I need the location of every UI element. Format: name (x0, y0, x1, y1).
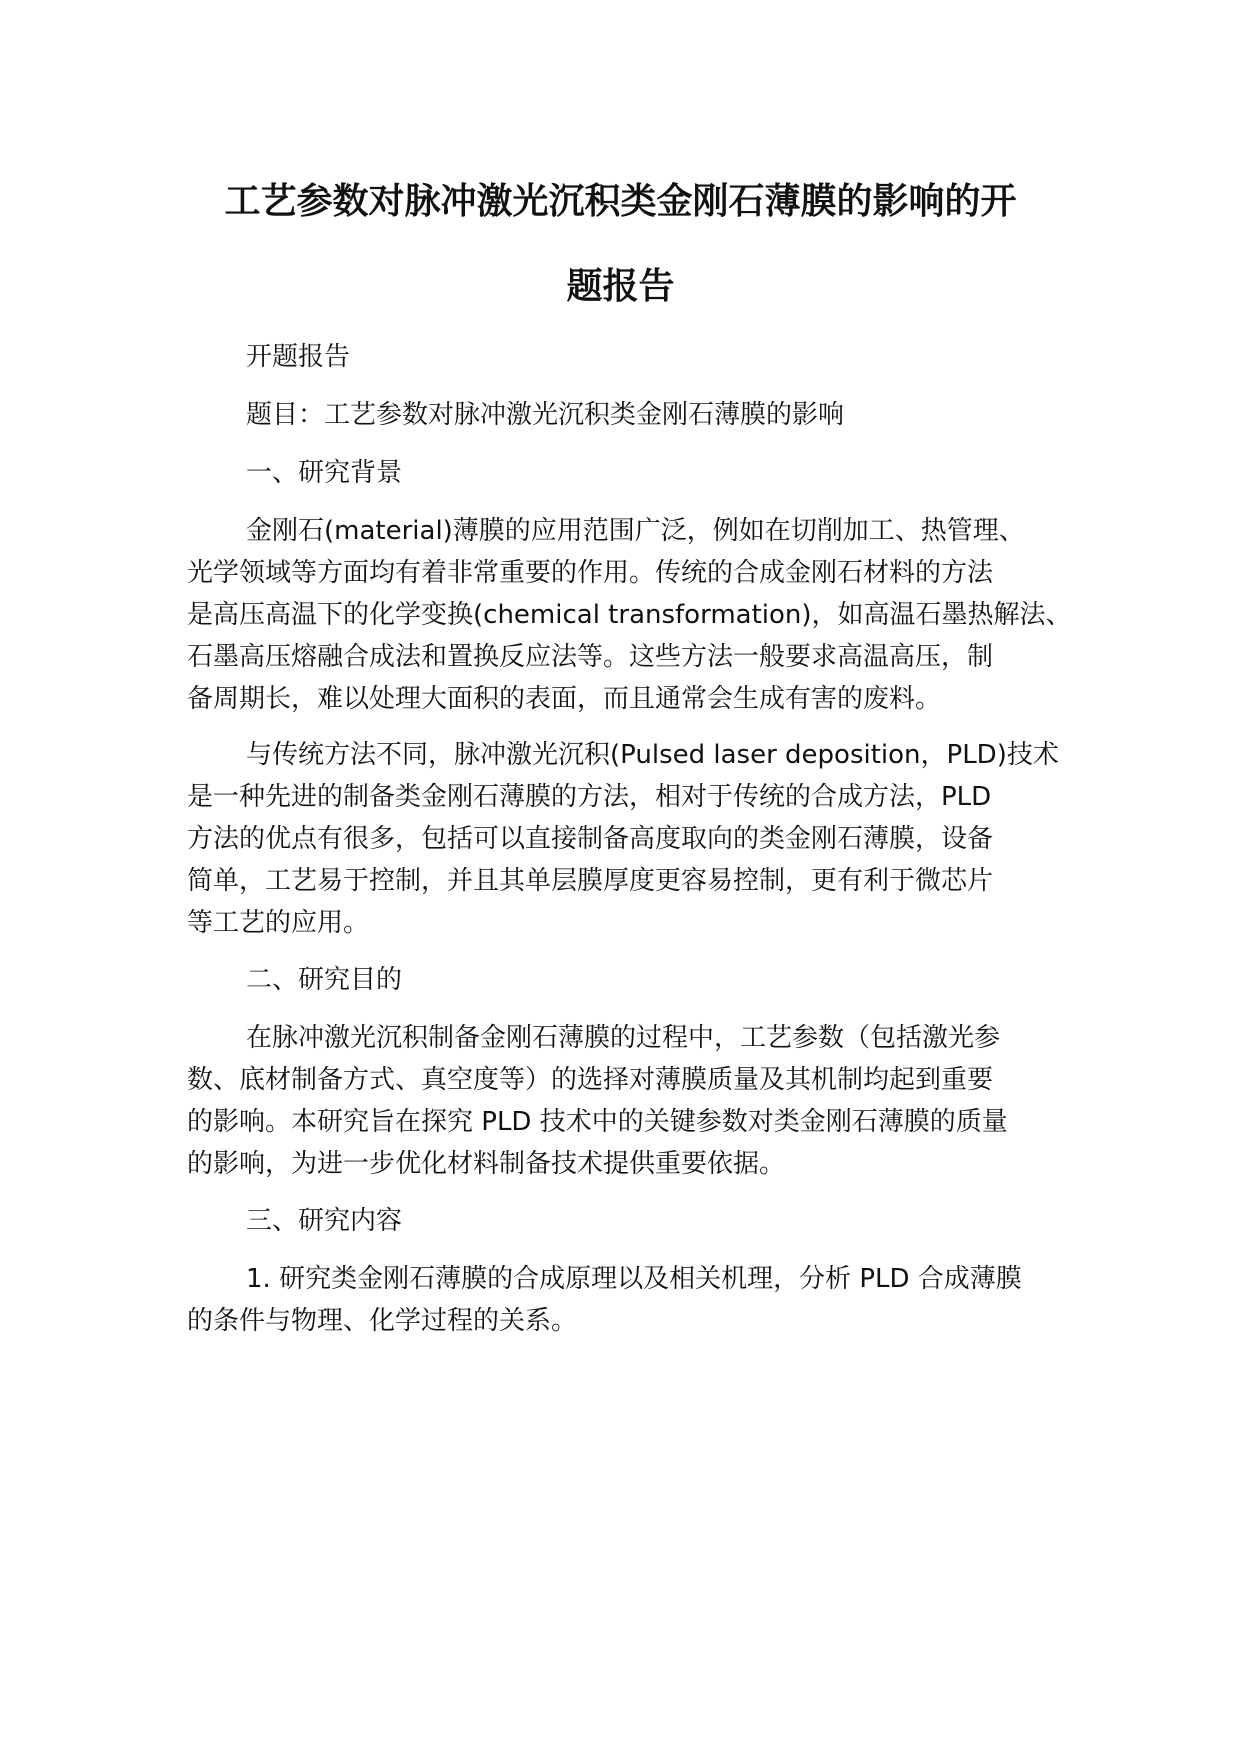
section-heading-purpose: 二、研究目的 (246, 965, 403, 995)
purpose-para-line: 数、底材制备方式、真空度等）的选择对薄膜质量及其机制均起到重要 (187, 1065, 994, 1095)
background-para1-line: 备周期长，难以处理大面积的表面，而且通常会生成有害的废料。 (187, 684, 942, 714)
section-heading-content: 三、研究内容 (246, 1206, 403, 1236)
report-label: 开题报告 (246, 342, 351, 372)
background-para2-line: 与传统方法不同，脉冲激光沉积(Pulsed laser deposition，PLD)技术 (246, 740, 1059, 770)
background-para1-line: 金刚石(material)薄膜的应用范围广泛，例如在切削加工、热管理、 (246, 516, 1025, 546)
background-para1-line: 光学领域等方面均有着非常重要的作用。传统的合成金刚石材料的方法 (187, 558, 994, 588)
background-para1-line: 石墨高压熔融合成法和置换反应法等。这些方法一般要求高温高压，制 (187, 642, 994, 672)
content-item1-line: 的条件与物理、化学过程的关系。 (187, 1306, 578, 1336)
section-heading-background: 一、研究背景 (246, 458, 403, 488)
purpose-para-line: 的影响，为进一步优化材料制备技术提供重要依据。 (187, 1149, 786, 1179)
background-para2-line: 等工艺的应用。 (187, 908, 370, 938)
purpose-para-line: 在脉冲激光沉积制备金刚石薄膜的过程中，工艺参数（包括激光参 (246, 1023, 1001, 1053)
background-para1-line: 是高压高温下的化学变换(chemical transformation)，如高温石墨热解法、 (187, 600, 1072, 630)
background-para2-line: 方法的优点有很多，包括可以直接制备高度取向的类金刚石薄膜，设备 (187, 824, 994, 854)
background-para2-line: 简单，工艺易于控制，并且其单层膜厚度更容易控制，更有利于微芯片 (187, 866, 994, 896)
background-para2-line: 是一种先进的制备类金刚石薄膜的方法，相对于传统的合成方法，PLD (187, 782, 992, 812)
report-topic: 题目：工艺参数对脉冲激光沉积类金刚石薄膜的影响 (246, 400, 845, 430)
content-item1-line: 1. 研究类金刚石薄膜的合成原理以及相关机理，分析 PLD 合成薄膜 (246, 1264, 1022, 1294)
purpose-para-line: 的影响。本研究旨在探究 PLD 技术中的关键参数对类金刚石薄膜的质量 (187, 1107, 1008, 1137)
document-title-line-1: 工艺参数对脉冲激光沉积类金刚石薄膜的影响的开 (224, 181, 1017, 222)
document-title-line-2: 题报告 (566, 266, 675, 307)
